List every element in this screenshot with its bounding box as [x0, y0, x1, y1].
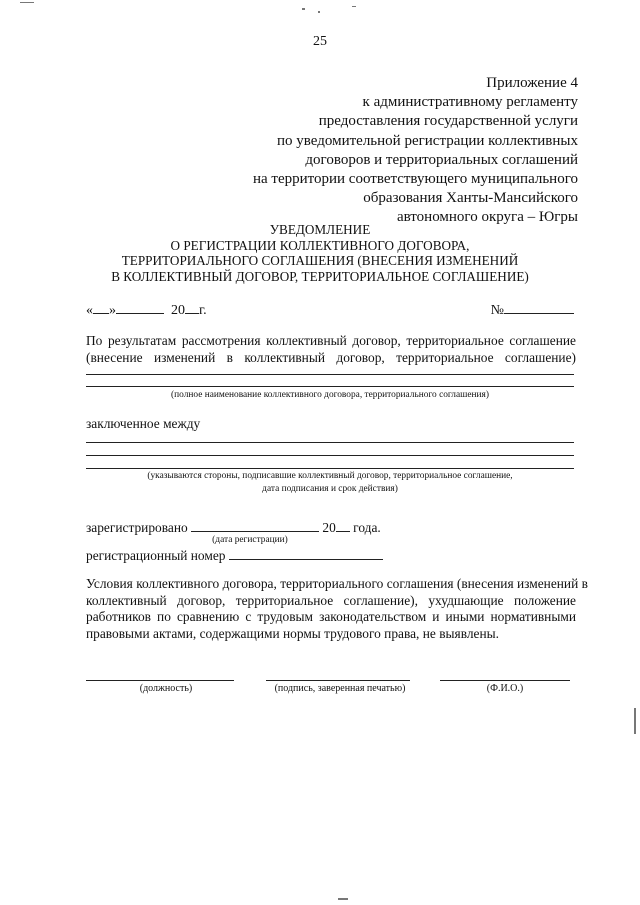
parties-blank-line[interactable]	[86, 468, 574, 469]
intro-line-2: (внесение изменений в коллективный договор, территориальное соглашение)	[86, 350, 576, 365]
reg-number-blank[interactable]	[229, 547, 383, 560]
month-blank[interactable]	[116, 301, 164, 314]
conditions-line: коллективный договор, территориальное соглашение), ухудшающие положение	[86, 592, 576, 608]
title-line: УВЕДОМЛЕНИЕ	[269, 222, 371, 237]
document-title	[60, 222, 580, 284]
fullname-blank-line[interactable]	[86, 374, 574, 375]
title-line: О РЕГИСТРАЦИИ КОЛЛЕКТИВНОГО ДОГОВОРА,	[170, 237, 470, 253]
registered-year-prefix: 20	[322, 520, 336, 535]
scan-speck	[634, 708, 636, 734]
appendix-line: образования Ханты-Мансийского	[363, 190, 578, 207]
appendix-line: автономного округа – Югры	[396, 209, 578, 226]
open-quote: «	[86, 303, 93, 318]
close-quote: »	[109, 303, 116, 318]
reg-number-label: регистрационный номер	[86, 548, 226, 563]
registered-year-suffix: года.	[353, 520, 381, 535]
parties-blank-line[interactable]	[86, 455, 574, 456]
position-signature-line[interactable]	[86, 680, 234, 681]
appendix-line: Приложение 4	[486, 75, 578, 91]
registered-line	[86, 519, 381, 536]
registered-year-blank[interactable]	[336, 519, 350, 532]
year-suffix: г.	[199, 303, 207, 318]
scan-speck	[352, 6, 356, 7]
scan-speck	[338, 898, 348, 900]
caption-name: (Ф.И.О.)	[486, 683, 524, 694]
day-blank[interactable]	[93, 301, 109, 314]
conditions-line: правовыми актами, содержащими нормы трудового права, не выявлены.	[86, 625, 499, 641]
appendix-line: договоров и территориальных соглашений	[305, 151, 578, 168]
signature-line[interactable]	[266, 680, 410, 681]
scan-speck	[302, 8, 305, 10]
scan-speck	[318, 11, 320, 13]
caption-parties-1: (указываются стороны, подписавшие коллективный договор, территориальное соглашение,	[147, 471, 513, 481]
caption-parties-2: дата подписания и срок действия)	[262, 484, 398, 494]
registration-date-blank[interactable]	[191, 519, 319, 532]
year-blank[interactable]	[185, 301, 199, 314]
appendix-header	[253, 74, 578, 228]
registered-label: зарегистрировано	[86, 520, 188, 535]
number-blank[interactable]	[504, 301, 574, 314]
conditions-line: работников по сравнению с трудовым законодательством и иными нормативными	[86, 609, 576, 625]
title-line: ТЕРРИТОРИАЛЬНОГО СОГЛАШЕНИЯ (ВНЕСЕНИЯ ИЗМЕНЕНИЙ	[121, 253, 519, 269]
reg-number-line	[86, 547, 383, 564]
date-number-line	[86, 301, 574, 319]
parties-blank-line[interactable]	[86, 442, 574, 443]
name-signature-line[interactable]	[440, 680, 570, 681]
appendix-line: предоставления государственной услуги	[318, 113, 578, 130]
conditions-paragraph	[86, 576, 588, 642]
page-number: 25	[313, 34, 327, 49]
number-label: №	[490, 303, 504, 318]
caption-registration-date: (дата регистрации)	[212, 535, 288, 545]
appendix-line: к административному регламенту	[362, 94, 578, 111]
appendix-line: на территории соответствующего муниципального	[252, 171, 578, 188]
appendix-line: по уведомительной регистрации коллективных	[277, 132, 578, 149]
intro-line-1: По результатам рассмотрения коллективный договор, территориальное соглашение	[86, 333, 576, 348]
year-prefix: 20	[171, 303, 185, 318]
conditions-line: Условия коллективного договора, территориального соглашения (внесения изменений в	[86, 576, 588, 591]
concluded-between-label: заключенное между	[86, 416, 201, 431]
caption-position: (должность)	[139, 683, 193, 694]
scan-speck	[20, 2, 34, 3]
caption-signature: (подпись, заверенная печатью)	[274, 683, 406, 694]
fullname-blank-line[interactable]	[86, 386, 574, 387]
title-line: В КОЛЛЕКТИВНЫЙ ДОГОВОР, ТЕРРИТОРИАЛЬНОЕ СОГЛАШЕНИЕ)	[111, 268, 529, 284]
caption-fullname: (полное наименование коллективного договора, территориального соглашения)	[171, 390, 489, 400]
